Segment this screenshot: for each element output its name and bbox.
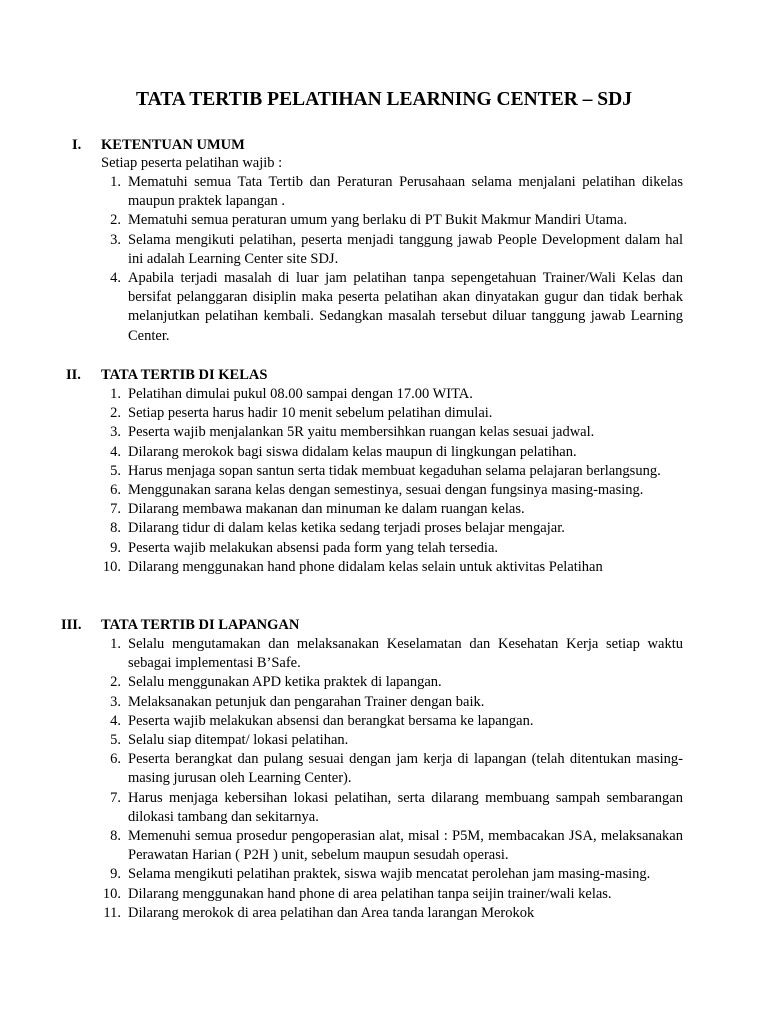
item-number: 7.	[110, 789, 121, 806]
item-text: Peserta wajib melakukan absensi dan berangkat bersama ke lapangan.	[128, 712, 534, 729]
list-item	[0, 519, 768, 538]
list-item	[0, 462, 768, 481]
item-number: 8.	[110, 520, 121, 537]
list-item	[0, 173, 768, 211]
section-title: TATA TERTIB DI KELAS	[101, 367, 268, 383]
item-number: 4.	[110, 270, 121, 287]
list-item	[0, 500, 768, 519]
section-number: I.	[72, 137, 82, 153]
list-item	[0, 539, 768, 558]
list-item	[0, 673, 768, 692]
item-text: Dilarang tidur di dalam kelas ketika sedang terjadi proses belajar mengajar.	[128, 520, 565, 537]
item-text: Melaksanakan petunjuk dan pengarahan Trainer dengan baik.	[128, 693, 485, 710]
list-item	[0, 443, 768, 462]
list-item	[0, 904, 768, 923]
item-text: Mematuhi semua Tata Tertib dan Peraturan Perusahaan selama menjalani pelatihan dikelas maupun praktek lapangan .	[128, 174, 683, 210]
item-list	[0, 173, 768, 346]
item-number: 10.	[102, 885, 121, 902]
list-item	[0, 269, 768, 346]
list-item	[0, 750, 768, 788]
section-title: TATA TERTIB DI LAPANGAN	[101, 617, 300, 633]
item-number: 4.	[110, 712, 121, 729]
list-item	[0, 693, 768, 712]
item-number: 4.	[110, 443, 121, 460]
item-number: 1.	[110, 174, 121, 190]
item-list	[0, 385, 768, 577]
item-number: 9.	[110, 539, 121, 556]
list-item	[0, 558, 768, 577]
list-item	[0, 211, 768, 230]
item-number: 3.	[110, 693, 121, 710]
item-text: Harus menjaga sopan santun serta tidak membuat kegaduhan selama pelajaran berlangsung.	[128, 462, 661, 479]
item-text: Menggunakan sarana kelas dengan semestinya, sesuai dengan fungsinya masing-masing.	[128, 482, 644, 499]
item-text: Selalu menggunakan APD ketika praktek di lapangan.	[128, 674, 442, 691]
item-number: 5.	[110, 732, 121, 749]
item-number: 8.	[110, 828, 121, 845]
item-number: 3.	[110, 424, 121, 441]
item-number: 1.	[110, 636, 121, 652]
item-text: Peserta berangkat dan pulang sesuai dengan jam kerja di lapangan (telah ditentukan masing-masing jurusan oleh Learning Center).	[128, 751, 683, 787]
item-number: 6.	[110, 482, 121, 499]
list-item	[0, 404, 768, 423]
item-text: Selalu siap ditempat/ lokasi pelatihan.	[128, 732, 349, 749]
item-text: Peserta wajib melakukan absensi pada form yang telah tersedia.	[128, 539, 499, 556]
item-number: 7.	[110, 501, 121, 518]
item-text: Dilarang merokok di area pelatihan dan Area tanda larangan Merokok	[128, 904, 535, 921]
item-text: Selama mengikuti pelatihan praktek, siswa wajib mencatat perolehan jam masing-masing.	[128, 866, 651, 883]
item-text: Harus menjaga kebersihan lokasi pelatihan, serta dilarang membuang sampah sembarangan dilokasi tambang dan sekitarnya.	[128, 789, 683, 825]
section-title: KETENTUAN UMUM	[101, 137, 245, 153]
item-text: Pelatihan dimulai pukul 08.00 sampai dengan 17.00 WITA.	[128, 386, 473, 402]
item-text: Memenuhi semua prosedur pengoperasian alat, misal : P5M, membacakan JSA, melaksanakan Perawatan Harian ( P2H ) unit, sebelum maupun sesudah operasi.	[128, 828, 683, 864]
list-item	[0, 385, 768, 404]
item-text: Mematuhi semua peraturan umum yang berlaku di PT Bukit Makmur Mandiri Utama.	[128, 212, 628, 229]
item-text: Dilarang membawa makanan dan minuman ke dalam ruangan kelas.	[128, 501, 525, 518]
item-text: Peserta wajib menjalankan 5R yaitu membersihkan ruangan kelas sesuai jadwal.	[128, 424, 595, 441]
document-title: TATA TERTIB PELATIHAN LEARNING CENTER – SDJ	[136, 89, 632, 110]
list-item	[0, 712, 768, 731]
item-number: 9.	[110, 866, 121, 883]
list-item	[0, 635, 768, 673]
item-number: 10.	[102, 558, 121, 575]
list-item	[0, 789, 768, 827]
item-text: Selalu mengutamakan dan melaksanakan Keselamatan dan Kesehatan Kerja setiap waktu sebagai implementasi B’Safe.	[128, 636, 683, 672]
list-item	[0, 481, 768, 500]
item-number: 5.	[110, 462, 121, 479]
item-list	[0, 635, 768, 923]
list-item	[0, 827, 768, 865]
list-item	[0, 731, 768, 750]
item-number: 2.	[110, 212, 121, 229]
item-text: Dilarang menggunakan hand phone didalam kelas selain untuk aktivitas Pelatihan	[128, 558, 603, 575]
item-number: 1.	[110, 386, 121, 402]
item-number: 2.	[110, 674, 121, 691]
item-text: Dilarang merokok bagi siswa didalam kelas maupun di lingkungan pelatihan.	[128, 443, 577, 460]
item-text: Setiap peserta harus hadir 10 menit sebelum pelatihan dimulai.	[128, 405, 493, 422]
list-item	[0, 231, 768, 269]
section-intro: Setiap peserta pelatihan wajib :	[101, 155, 283, 171]
list-item	[0, 423, 768, 442]
item-text: Dilarang menggunakan hand phone di area pelatihan tanpa seijin trainer/wali kelas.	[128, 885, 612, 902]
list-item	[0, 885, 768, 904]
item-number: 6.	[110, 751, 121, 768]
list-item	[0, 865, 768, 884]
item-text: Apabila terjadi masalah di luar jam pelatihan tanpa sepengetahuan Trainer/Wali Kelas dan bersifat pelanggaran disiplin maka peserta pelatihan akan dinyatakan gugur dan tidak berhak melanjutkan pelatihan kembali. Sedangkan masalah tersebut diluar tanggung jawab Learning Center.	[128, 270, 683, 344]
section-number: II.	[66, 367, 81, 383]
section-number: III.	[61, 617, 82, 633]
item-number: 11.	[103, 904, 121, 921]
item-number: 3.	[110, 231, 121, 248]
item-text: Selama mengikuti pelatihan, peserta menjadi tanggung jawab People Development dalam hal ini adalah Learning Center site SDJ.	[128, 231, 683, 267]
item-number: 2.	[110, 405, 121, 422]
